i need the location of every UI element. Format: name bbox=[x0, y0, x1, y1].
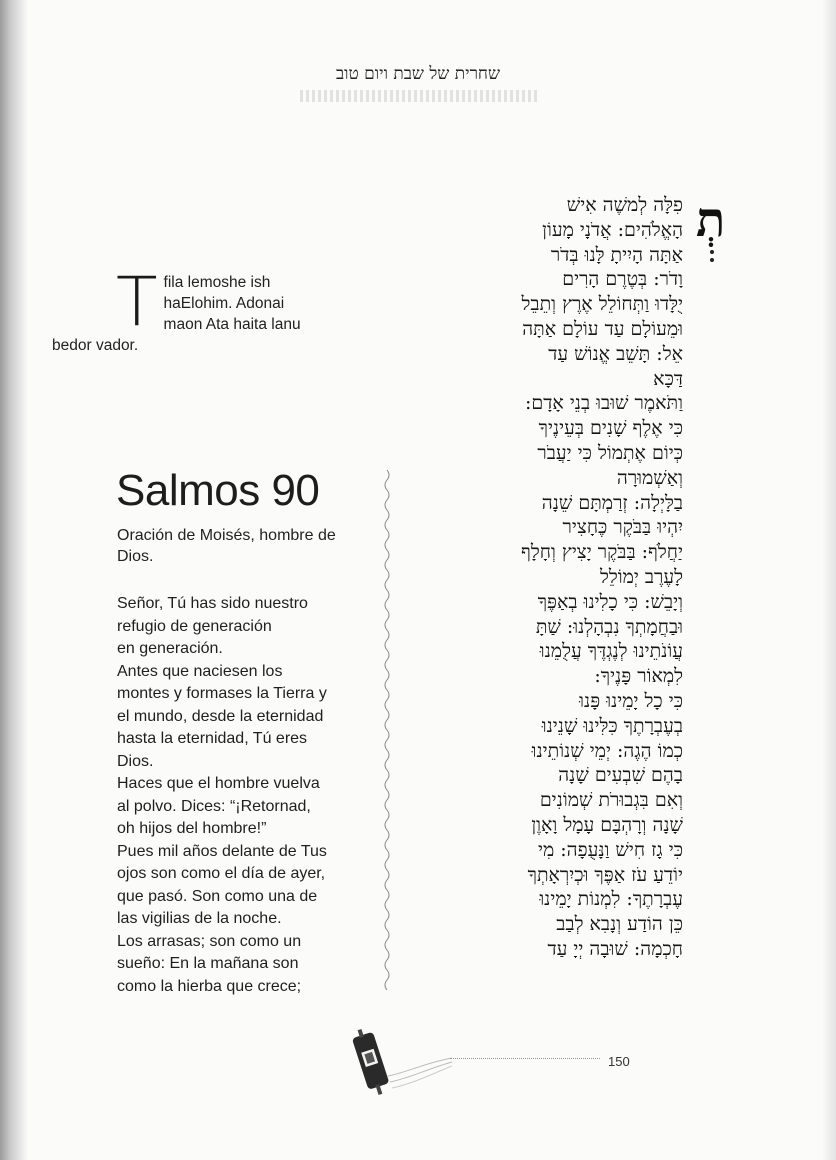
hebrew-line: כְּיוֹם אֶתְמוֹל כִּי יַעֲבֹר bbox=[537, 441, 683, 464]
hebrew-line: וְאַשְׁמוּרָה bbox=[616, 466, 683, 489]
hebrew-text bbox=[470, 193, 683, 962]
hebrew-line: עֲוֹנֹתֵינוּ לְנֶגְדֶּךָ עֲלֻמֵנוּ bbox=[539, 640, 683, 663]
body-line: Antes que naciesen los bbox=[117, 662, 283, 680]
translit-line: haElohim. Adonai bbox=[163, 295, 285, 312]
translit-line: bedor vador. bbox=[52, 337, 139, 354]
footer-rule bbox=[450, 1058, 600, 1059]
body-line: las vigilias de la noche. bbox=[117, 910, 282, 927]
hebrew-line: כִּי כָל יָמֵינוּ פָּנוּ bbox=[579, 689, 683, 712]
hebrew-line: עֶבְרָתֶךָ: לִמְנוֹת יָמֵינוּ bbox=[539, 888, 683, 911]
hebrew-line: יִהְיוּ בַּבֹּקֶר כֶּחָצִיר bbox=[562, 516, 683, 539]
hebrew-line: בְעֶבְרָתֶךָ כִּלִּינוּ שָׁנֵינוּ bbox=[541, 714, 683, 737]
transliteration-block bbox=[52, 263, 318, 356]
hebrew-line: הָאֱלֹהִים: אֲדֹנָי מָעוֹן bbox=[542, 218, 683, 241]
body-line: Señor, Tú has sido nuestro bbox=[117, 595, 308, 612]
book-spine-shadow bbox=[0, 0, 28, 1160]
wavy-divider bbox=[380, 470, 394, 990]
hebrew-line: וַתֹּאמֶר שׁוּבוּ בְנֵי אָדָם: bbox=[524, 392, 683, 415]
psalm-title: Salmos 90 bbox=[116, 466, 320, 515]
hebrew-line: חָכְמָה: שׁוּבָה יְיָ עַד bbox=[547, 937, 683, 960]
psalm-subtitle: Oración de Moisés, hombre de Dios. bbox=[117, 527, 336, 565]
hebrew-line: פִלָּה לְמשֶׁה אִישׁ bbox=[566, 194, 683, 216]
page-edge-shadow bbox=[822, 0, 836, 1160]
body-line: sueño: En la mañana son bbox=[117, 955, 299, 972]
hebrew-line: אֵל: תָּשֵׁב אֱנוֹשׁ עַד bbox=[548, 342, 683, 365]
hebrew-line: בָהֶם שִׁבְעִים שָׁנָה bbox=[558, 764, 683, 787]
body-line: al polvo. Dices: “¡Retornad, bbox=[117, 797, 311, 815]
translit-line: fila lemoshe ish bbox=[163, 274, 271, 291]
body-line: que pasó. Son como una de bbox=[117, 887, 318, 905]
body-line: como la hierba que crece; bbox=[117, 977, 302, 995]
translit-line: maon Ata haita lanu bbox=[163, 316, 301, 333]
body-line: hasta la eternidad, Tú eres bbox=[117, 730, 308, 747]
bleed-through-text bbox=[300, 90, 540, 102]
hebrew-line: וָדֹר: בְּטֶרֶם הָרִים bbox=[562, 268, 683, 291]
page-number: 150 bbox=[608, 1054, 630, 1069]
torah-scroll-icon bbox=[348, 1028, 458, 1098]
hebrew-line: לִמְאוֹר פָּנֶיךָ: bbox=[594, 665, 683, 688]
hebrew-line: יוֹדֵעַ עֹז אַפֶּךָ וּכְיִרְאָתְךָ bbox=[527, 863, 683, 886]
dropcap-dot bbox=[710, 258, 714, 262]
body-line: el mundo, desde la eternidad bbox=[117, 707, 324, 725]
dropcap-dot bbox=[710, 250, 714, 254]
body-line: Dios. bbox=[117, 752, 154, 770]
running-header: שחרית של שבת ויום טוב bbox=[335, 64, 501, 84]
hebrew-line: דַּכָּא bbox=[653, 367, 683, 390]
hebrew-line: כְמוֹ הֶגֶה: יְמֵי שְׁנוֹתֵינוּ bbox=[531, 739, 683, 762]
hebrew-dropcap-letter: תְ bbox=[696, 192, 726, 248]
hebrew-line: יַחֲלֹף: בַּבֹּקֶר יָצִיץ וְחָלָף bbox=[521, 541, 683, 564]
body-line: montes y formases la Tierra y bbox=[117, 685, 327, 702]
body-line: Los arrasas; son como un bbox=[117, 932, 302, 950]
hebrew-line: כִּי גָז חִישׁ וַנָּעֻפָה: מִי bbox=[538, 838, 683, 861]
hebrew-line: וּמֵעוֹלָם עַד עוֹלָם אַתָּה bbox=[522, 317, 683, 340]
hebrew-line: בַלָּיְלָה: זְרַמְתָּם שֵׁנָה bbox=[541, 491, 683, 514]
hebrew-line: לָעֶרֶב יְמוֹלֵל bbox=[599, 565, 683, 588]
hebrew-line: יֻלָּדוּ וַתְּחוֹלֵל אֶרֶץ וְתֵבֵל bbox=[521, 293, 683, 316]
body-line: ojos son como el día de ayer, bbox=[117, 865, 326, 882]
body-line: en generación. bbox=[117, 640, 223, 657]
body-line: refugio de generación bbox=[117, 617, 272, 635]
hebrew-line: כִּי אֶלֶף שָׁנִים בְּעֵינֶיךָ bbox=[538, 417, 683, 440]
hebrew-line: כֵּן הוֹדַע וְנָבִא לְבַב bbox=[556, 913, 683, 936]
hebrew-line: שָׁנָה וְרָהְבָּם עָמָל וָאָוֶן bbox=[531, 813, 683, 836]
body-line: Pues mil años delante de Tus bbox=[117, 842, 327, 860]
hebrew-line: וּבַחֲמָתְךָ נִבְהָלְנוּ: שַׁתָּ bbox=[535, 615, 683, 638]
hebrew-line: אַתָּה הָיִיתָ לָּנוּ בְּדֹר bbox=[550, 243, 683, 266]
hebrew-line: וְאִם בִּגְבוּרֹת שְׁמוֹנִים bbox=[539, 789, 683, 812]
body-line: oh hijos del hombre!” bbox=[117, 820, 267, 837]
hebrew-dropcap bbox=[690, 192, 742, 262]
transliteration-dropcap: T bbox=[116, 263, 158, 342]
body-line: Haces que el hombre vuelva bbox=[117, 775, 320, 792]
hebrew-line: וְיָבֵשׁ: כִּי כָלִינוּ בְאַפֶּךָ bbox=[537, 590, 683, 613]
psalm-body bbox=[117, 593, 367, 998]
